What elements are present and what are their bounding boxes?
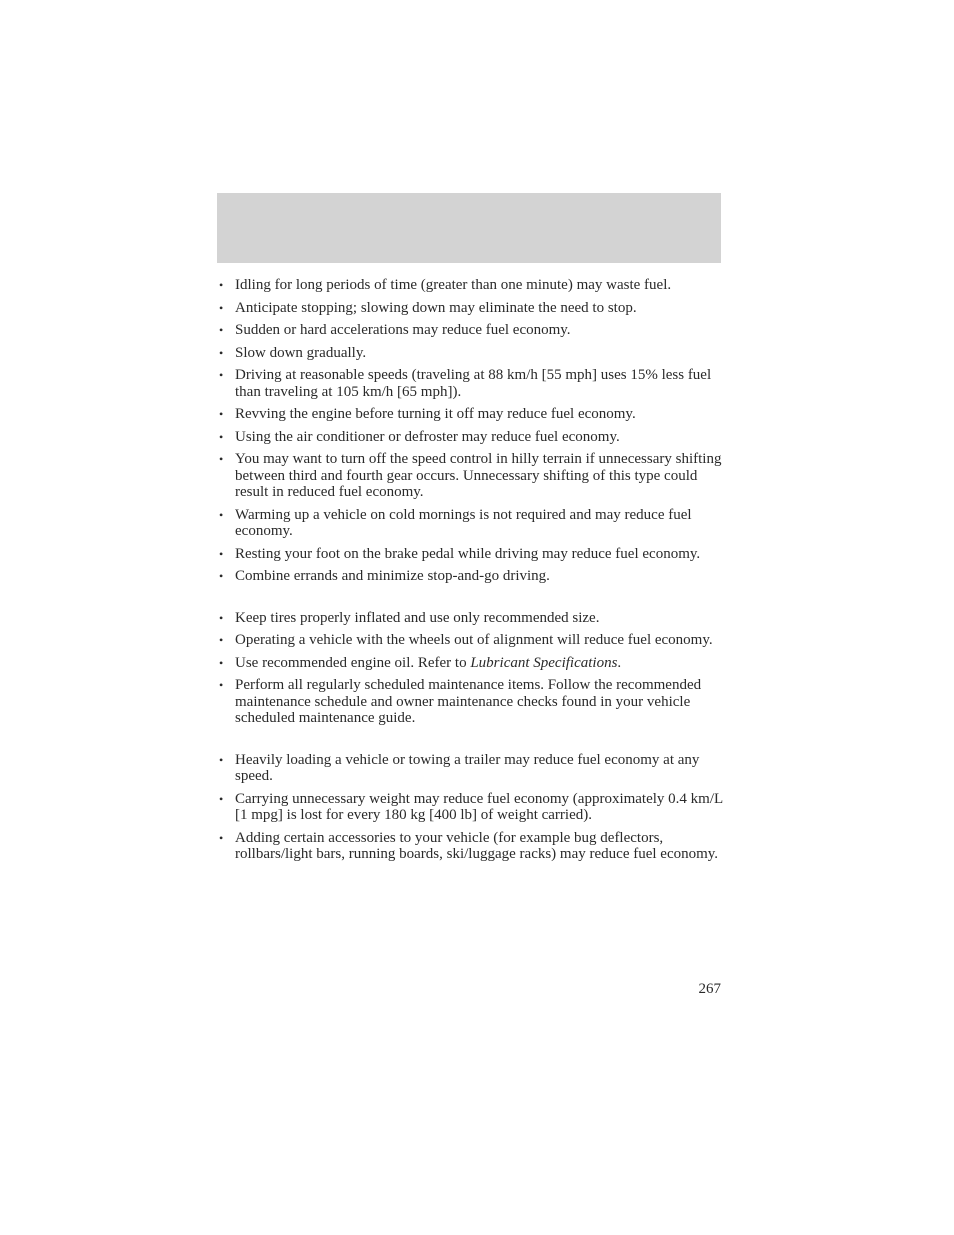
vehicle-load-list bbox=[217, 752, 723, 863]
list-item-text: Perform all regularly scheduled maintenance items. Follow the recommended maintenance schedule and owner maintenance checks found in your vehicle scheduled maintenance guide. bbox=[235, 677, 702, 726]
list-item-text: Use recommended engine oil. Refer to bbox=[235, 654, 471, 671]
page-number: 267 bbox=[698, 981, 721, 997]
list-item-text: Heavily loading a vehicle or towing a trailer may reduce fuel economy at any speed. bbox=[235, 751, 700, 784]
list-item-text: Driving at reasonable speeds (traveling at 88 km/h [55 mph] uses 15% less fuel than traveling at 105 km/h [65 mph]). bbox=[235, 367, 712, 400]
bullet-icon: • bbox=[219, 452, 224, 466]
list-item-text: Anticipate stopping; slowing down may eliminate the need to stop. bbox=[235, 299, 637, 316]
list-item-text: Using the air conditioner or defroster may reduce fuel economy. bbox=[235, 428, 620, 445]
bullet-icon: • bbox=[219, 300, 224, 315]
list-item bbox=[217, 677, 723, 727]
list-item-text: Operating a vehicle with the wheels out of alignment will reduce fuel economy. bbox=[235, 632, 713, 648]
bullet-icon: • bbox=[219, 429, 224, 444]
bullet-icon: • bbox=[219, 791, 224, 806]
list-item bbox=[217, 830, 723, 863]
list-item-text: You may want to turn off the speed control in hilly terrain if unnecessary shifting between third and fourth gear occurs. Unnecessary shifting of this type could result in reduced fuel economy. bbox=[235, 451, 722, 500]
list-item-text: Combine errands and minimize stop-and-go driving. bbox=[235, 568, 550, 584]
chapter-header-band bbox=[217, 193, 721, 263]
bullet-icon: • bbox=[219, 546, 224, 561]
list-item bbox=[217, 322, 723, 339]
bullet-icon: • bbox=[219, 830, 224, 845]
list-item-text-end: . bbox=[617, 654, 622, 671]
bullet-icon: • bbox=[219, 610, 224, 625]
bullet-icon: • bbox=[219, 569, 224, 583]
driving-habits-list bbox=[217, 277, 723, 585]
list-item-text: Idling for long periods of time (greater than one minute) may waste fuel. bbox=[235, 277, 672, 293]
list-item bbox=[217, 791, 723, 824]
list-item-text: Resting your foot on the brake pedal while driving may reduce fuel economy. bbox=[235, 545, 701, 562]
list-item bbox=[217, 632, 723, 649]
bullet-icon: • bbox=[219, 323, 224, 337]
bullet-icon: • bbox=[219, 507, 224, 522]
list-item bbox=[217, 568, 723, 585]
list-item bbox=[217, 277, 723, 294]
bullet-icon: • bbox=[219, 368, 224, 382]
list-item-text: Keep tires properly inflated and use only recommended size. bbox=[235, 609, 600, 626]
reference-title: Lubricant Specifications bbox=[470, 654, 618, 671]
list-item-text: Sudden or hard accelerations may reduce fuel economy. bbox=[235, 322, 571, 338]
list-item bbox=[217, 752, 723, 785]
bullet-icon: • bbox=[219, 407, 224, 421]
list-item bbox=[217, 300, 723, 317]
list-item-text: Slow down gradually. bbox=[235, 344, 367, 361]
page-content bbox=[217, 277, 723, 869]
list-item bbox=[217, 507, 723, 540]
list-item-text: Adding certain accessories to your vehicle (for example bug deflectors, rollbars/light bars, running boards, ski/luggage racks) may reduce fuel economy. bbox=[235, 829, 719, 862]
maintenance-list bbox=[217, 610, 723, 727]
list-item bbox=[217, 406, 723, 423]
list-item-text: Carrying unnecessary weight may reduce fuel economy (approximately 0.4 km/L [1 mpg] is lost for every 180 kg [400 lb] of weight carried). bbox=[235, 790, 723, 823]
bullet-icon: • bbox=[219, 655, 224, 670]
list-item bbox=[217, 655, 723, 672]
list-item bbox=[217, 546, 723, 563]
list-item-text: Warming up a vehicle on cold mornings is not required and may reduce fuel economy. bbox=[235, 506, 692, 539]
bullet-icon: • bbox=[219, 678, 224, 692]
list-item bbox=[217, 345, 723, 362]
list-item bbox=[217, 367, 723, 400]
list-item bbox=[217, 429, 723, 446]
list-item-text: Revving the engine before turning it off may reduce fuel economy. bbox=[235, 406, 636, 422]
list-item bbox=[217, 610, 723, 627]
list-item bbox=[217, 451, 723, 501]
bullet-icon: • bbox=[219, 752, 224, 767]
bullet-icon: • bbox=[219, 345, 224, 360]
bullet-icon: • bbox=[219, 633, 224, 647]
bullet-icon: • bbox=[219, 278, 224, 292]
